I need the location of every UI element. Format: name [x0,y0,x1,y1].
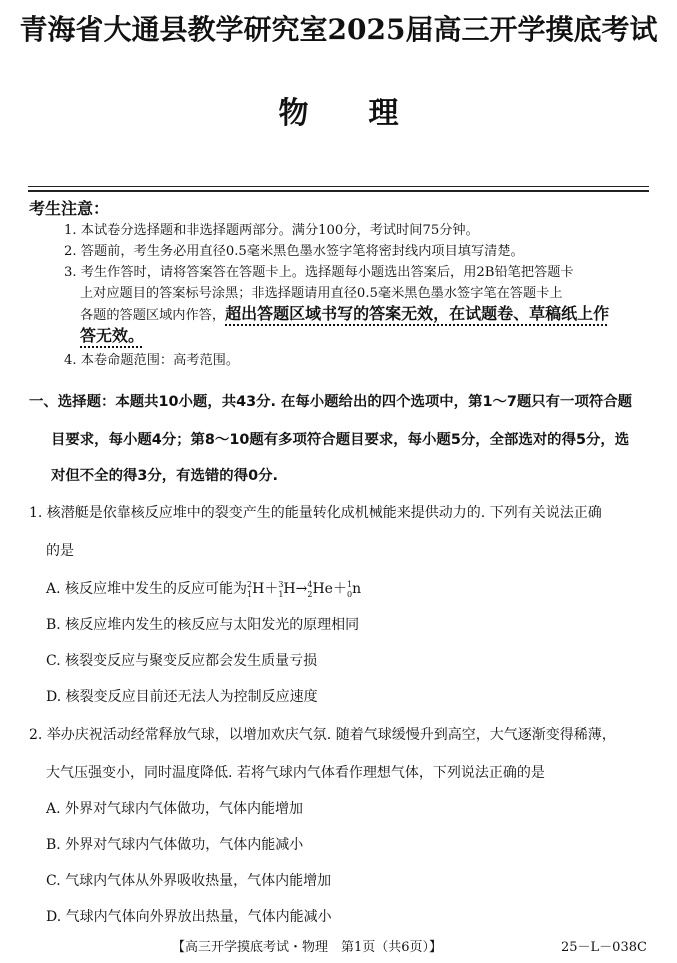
notice-item-3-cont: 上对应题目的答案标号涂黑；非选择题请用直径0.5毫米黑色墨水签字笔在答题卡上 [80,286,563,301]
option-a-text: A. 核反应堆中发生的反应可能为 [46,581,248,597]
question-1-option-c: C. 核裂变反应与聚变反应都会发生质量亏损 [46,653,318,669]
question-2-stem-cont: 大气压强变小，同时温度降低. 若将气球内气体看作理想气体，下列说法正确的是 [46,765,545,781]
question-2-stem: 2. 举办庆祝活动经常释放气球，以增加欢庆气氛. 随着气球缓慢升到高空，大气逐渐变得稀薄， [29,727,616,743]
notice-emphasis-end: 答无效。 [80,326,145,345]
question-2-option-c: C. 气球内气体从外界吸收热量，气体内能增加 [46,873,332,889]
question-2-option-d: D. 气球内气体向外界放出热量，气体内能减小 [46,909,332,925]
divider-line-thick [28,190,649,192]
question-1-stem-cont: 的是 [46,543,74,559]
footer-page-label: 【高三开学摸底考试・物理 第1页（共6页）】 [172,940,443,955]
question-1-option-a [46,578,361,598]
section-heading-line-2: 目要求，每小题4分；第8～10题有多项符合题目要求，每小题5分，全部选对的得5分，选 [51,432,630,448]
notice-item-3-cont2 [80,301,609,324]
exam-title: 青海省大通县教学研究室2025届高三开学摸底考试 [19,13,658,46]
question-1-option-d: D. 核裂变反应目前还无法人为控制反应速度 [46,689,318,705]
question-1-stem: 1. 核潜艇是依靠核反应堆中的裂变产生的能量转化成机械能来提供动力的. 下列有关说法正确 [29,505,602,521]
notice-item-2: 2. 答题前，考生务必用直径0.5毫米黑色墨水签字笔将密封线内项目填写清楚。 [64,244,524,259]
notice-item-3: 3. 考生作答时，请将答案答在答题卡上。选择题每小题选出答案后，用2B铅笔把答题卡 [64,265,574,280]
section-heading-line-3: 对但不全的得3分，有选错的得0分. [51,468,278,484]
divider-line [28,186,649,187]
nuclear-equation: $^2$ 1 H＋$^3$ 1 H→$^4$ 2 He＋$^1$ 0 n [247,580,362,599]
question-2-option-b: B. 外界对气球内气体做功，气体内能减小 [46,837,304,853]
notice-heading: 考生注意： [29,199,110,218]
footer-code: 25－L－038C [561,940,647,955]
question-1-option-b: B. 核反应堆内发生的核反应与太阳发光的原理相同 [46,617,360,633]
subject-title: 物理 [278,96,459,131]
notice-item-3-text: 各题的答题区域内作答， [80,308,226,323]
notice-item-4: 4. 本卷命题范围：高考范围。 [64,353,240,368]
question-2-option-a: A. 外界对气球内气体做功，气体内能增加 [46,801,304,817]
notice-emphasis: 超出答题区域书写的答案无效，在试题卷、草稿纸上作 [225,304,610,323]
notice-item-1: 1. 本试卷分选择题和非选择题两部分。满分100分，考试时间75分钟。 [64,223,479,238]
section-heading-line-1: 一、选择题：本题共10小题，共43分. 在每小题给出的四个选项中，第1～7题只有一项符合题 [29,394,633,410]
